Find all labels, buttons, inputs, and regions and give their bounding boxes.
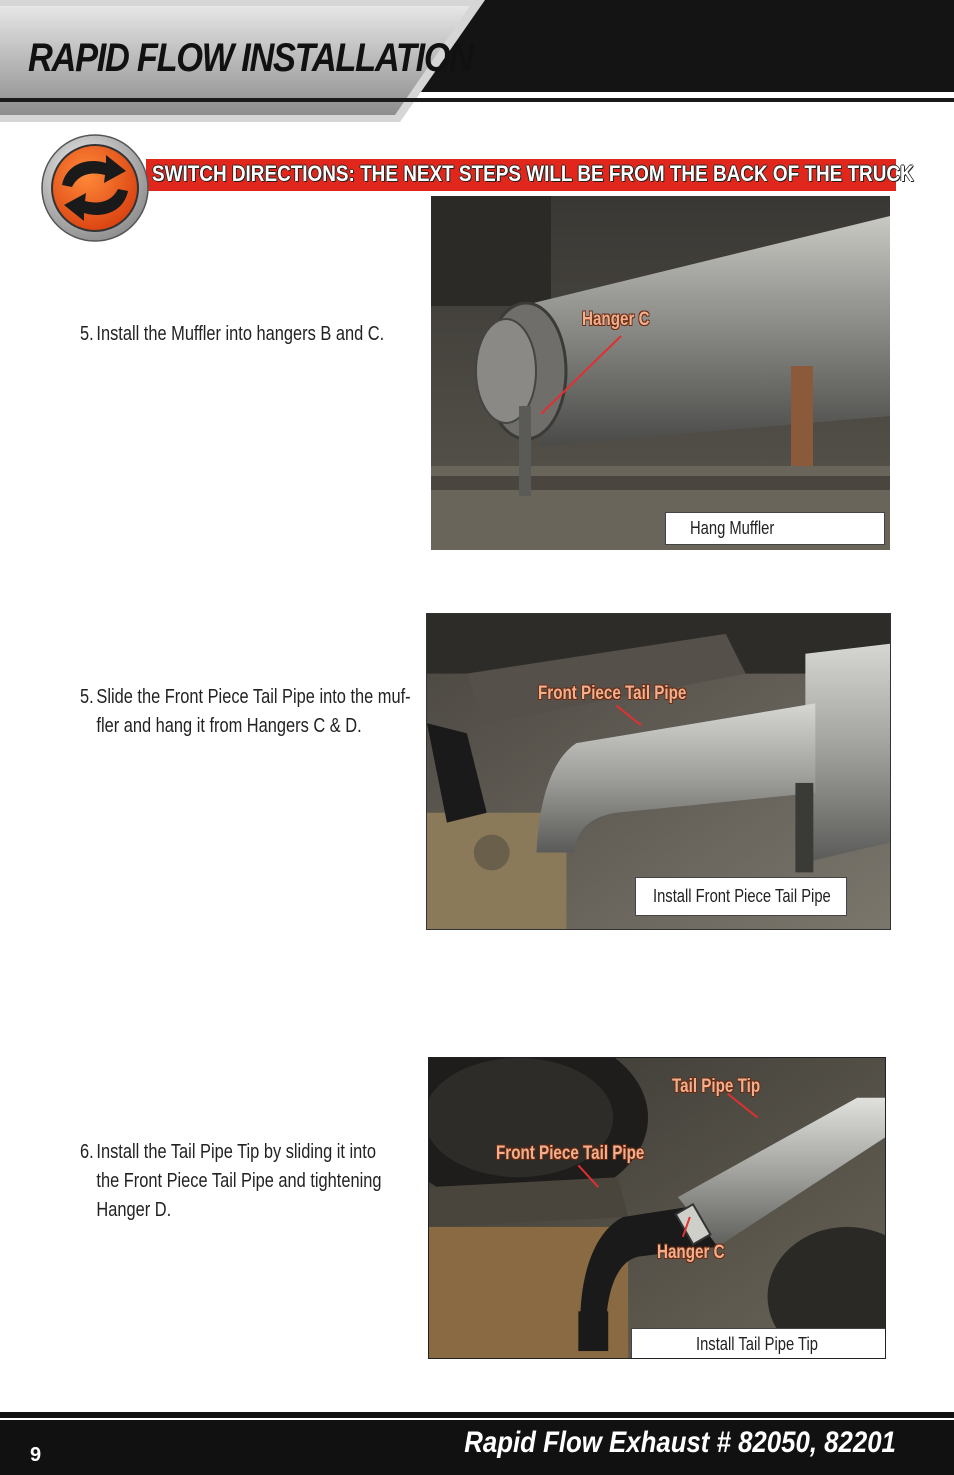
callout-front-piece-tail-pipe: Front Piece Tail Pipe [496, 1143, 645, 1164]
photo-hang-muffler [431, 196, 890, 550]
step-6-tail-pipe-tip: 6. Install the Tail Pipe Tip by sliding it into the Front Piece Tail Pipe and tightening Hanger D. [80, 1141, 382, 1221]
callout-tail-pipe-tip: Tail Pipe Tip [672, 1076, 761, 1097]
switch-directions-text: SWITCH DIRECTIONS: THE NEXT STEPS WILL BE FROM THE BACK OF THE TRUCK [152, 161, 914, 186]
photo-caption-install-tail-pipe-tip: Install Tail Pipe Tip [631, 1328, 886, 1359]
callout-front-piece-tail-pipe: Front Piece Tail Pipe [538, 683, 687, 704]
callout-hanger-c: Hanger C [582, 309, 650, 330]
photo-caption-hang-muffler: Hang Muffler [665, 512, 885, 545]
footer-title: Rapid Flow Exhaust # 82050, 82201 [464, 1426, 896, 1459]
page-number: 9 [30, 1444, 42, 1466]
photo-caption-install-front-piece-tail-pipe: Install Front Piece Tail Pipe [635, 877, 847, 916]
photo-install-tail-pipe-tip [428, 1057, 886, 1359]
footer-rule [0, 1412, 954, 1418]
step-5-front-tail-pipe: 5. Slide the Front Piece Tail Pipe into the muf- fler and hang it from Hangers C & D. [80, 686, 411, 737]
step-5-install-muffler: 5. Install the Muffler into hangers B and C. [80, 323, 385, 345]
callout-hanger-c: Hanger C [657, 1242, 725, 1263]
switch-directions-icon [40, 133, 150, 243]
page-title: RAPID FLOW INSTALLATION [28, 36, 473, 80]
photo-install-front-piece-tail-pipe [426, 613, 891, 930]
